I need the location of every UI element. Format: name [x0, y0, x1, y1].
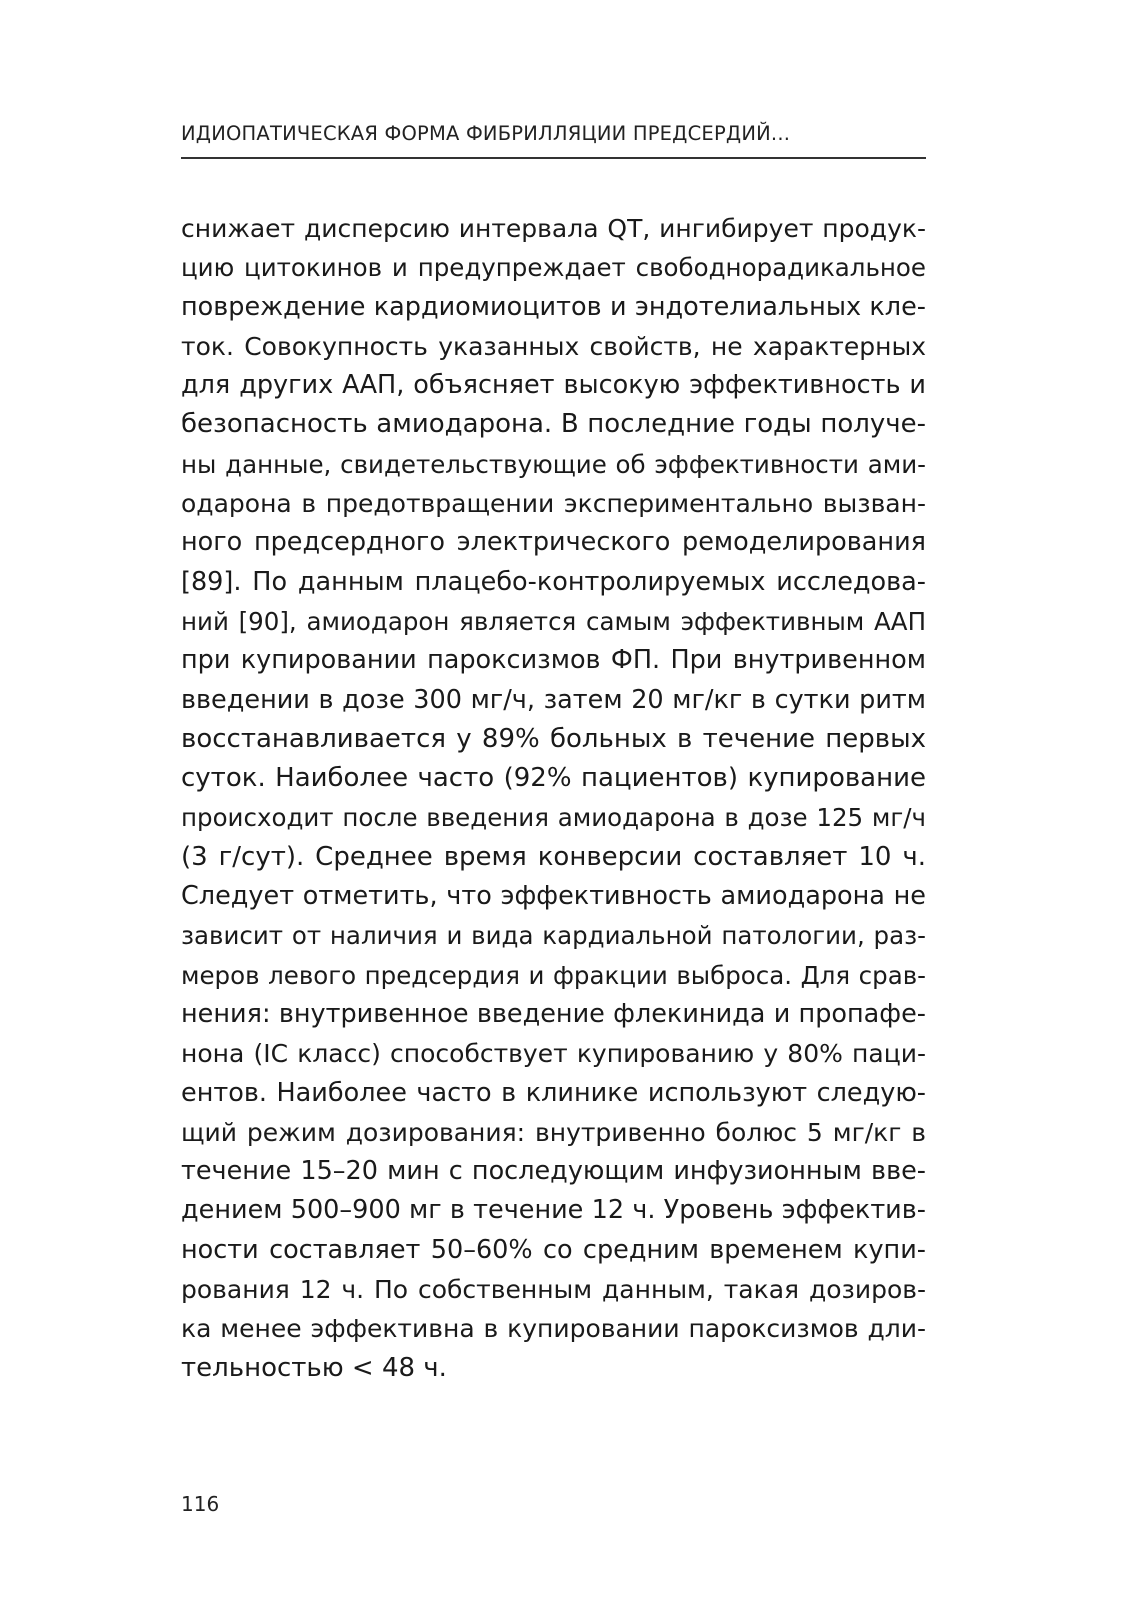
text-line: суток. Наиболее часто (92% пациентов) купирование [181, 763, 926, 794]
text-line: происходит после введения амиодарона в дозе 125 мг/ч [181, 803, 926, 833]
text-line: рования 12 ч. По собственным данным, такая дозиров- [181, 1275, 926, 1305]
text-line: ны данные, свидетельствующие об эффективности ами- [181, 449, 926, 479]
header-rule [181, 157, 926, 159]
text-line: для других ААП, объясняет высокую эффективность и [181, 370, 926, 401]
text-line: ентов. Наиболее часто в клинике используют следую- [181, 1077, 926, 1108]
body-text [181, 209, 926, 1388]
text-line: цию цитокинов и предупреждает свободнорадикальное [181, 253, 926, 283]
text-line: нона (IC класс) способствует купированию у 80% паци- [181, 1039, 926, 1069]
text-line: [89]. По данным плацебо-контролируемых исследова- [181, 566, 926, 597]
text-line: щий режим дозирования: внутривенно болюс 5 мг/кг в [181, 1117, 926, 1147]
text-line: ний [90], амиодарон является самым эффективным ААП [181, 606, 926, 636]
text-line: ности составляет 50–60% со средним временем купи- [181, 1234, 926, 1265]
text-line-last: тельностью < 48 ч. [181, 1352, 447, 1383]
text-line: ток. Совокупность указанных свойств, не характерных [181, 331, 926, 361]
text-line: дением 500–900 мг в течение 12 ч. Уровень эффектив- [181, 1195, 926, 1226]
text-line: снижает дисперсию интервала QT, ингибирует продук- [181, 214, 926, 243]
text-line: (3 г/сут). Среднее время конверсии составляет 10 ч. [181, 841, 926, 872]
text-line: нения: внутривенное введение флекинида и пропафе- [181, 998, 926, 1029]
page-number: 116 [181, 1492, 220, 1516]
text-line: ка менее эффективна в купировании пароксизмов дли- [181, 1314, 926, 1344]
text-line: введении в дозе 300 мг/ч, затем 20 мг/кг в сутки ритм [181, 684, 926, 715]
text-line: безопасность амиодарона. В последние годы получе- [181, 409, 926, 440]
text-line: при купировании пароксизмов ФП. При внутривенном [181, 645, 926, 676]
text-line: одарона в предотвращении экспериментально вызван- [181, 489, 926, 519]
text-line: Следует отметить, что эффективность амиодарона не [181, 881, 926, 912]
text-line: ного предсердного электрического ремоделирования [181, 527, 926, 558]
text-line: течение 15–20 мин с последующим инфузионным вве- [181, 1156, 926, 1187]
text-line: повреждение кардиомиоцитов и эндотелиальных кле- [181, 291, 926, 322]
text-line: зависит от наличия и вида кардиальной патологии, раз- [181, 921, 926, 951]
running-head: ИДИОПАТИЧЕСКАЯ ФОРМА ФИБРИЛЛЯЦИИ ПРЕДСЕРДИЙ... [181, 122, 791, 145]
text-line: восстанавливается у 89% больных в течение первых [181, 723, 926, 754]
text-line: меров левого предсердия и фракции выброса. Для срав- [181, 960, 926, 990]
